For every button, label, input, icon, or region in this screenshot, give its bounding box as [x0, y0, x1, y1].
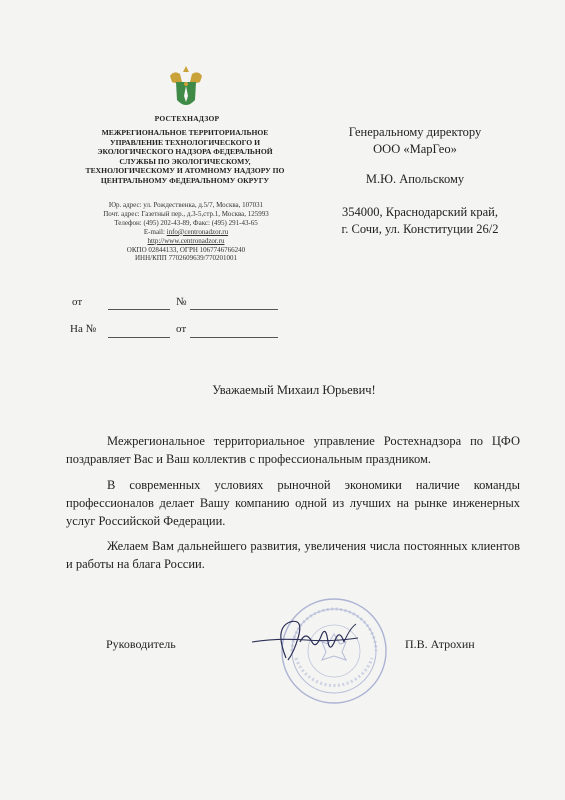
letter-body [66, 432, 520, 581]
org-full-name: МЕЖРЕГИОНАЛЬНОЕ ТЕРРИТОРИАЛЬНОЕ УПРАВЛЕНИЕ ТЕХНОЛОГИЧЕСКОГО И ЭКОЛОГИЧЕСКОГО НАДЗОРА ФЕДЕРАЛЬНОЙ СЛУЖБЫ ПО ЭКОЛОГИЧЕСКОМУ, ТЕХНОЛОГИЧЕСКОМУ И АТОМНОМУ НАДЗОРУ ПО ЦЕНТРАЛЬНОМУ ФЕДЕРАЛЬНОМУ ОКРУГУ [85, 128, 285, 185]
inn-kpp: ИНН/КПП 7702609639/770201001 [134, 254, 238, 263]
legal-address: Юр. адрес: ул. Рождественка, д.5/7, Москва, 107031 [108, 201, 264, 209]
reply-number-label: На № [70, 323, 97, 335]
reply-date-line [190, 337, 278, 338]
website-link[interactable]: http://www.centronadzor.ru [147, 236, 225, 245]
reply-from-label: от [176, 323, 187, 335]
reply-number-line [108, 337, 170, 338]
two-headed-eagle-emblem-icon [166, 62, 206, 116]
body-paragraph: Межрегиональное территориальное управление Ростехнадзора по ЦФО поздравляет Вас и Ваш коллектив с профессиональным праздником. [66, 434, 520, 466]
reg-number-line [190, 309, 278, 310]
body-paragraph: В современных условиях рыночной экономики наличие команды профессионалов делает Вашу компанию одной из лучших на рынке инженерных услуг Российской Федерации. [66, 477, 520, 528]
recipient-address: 354000, Краснодарский край, г. Сочи, ул. Конституции 26/2 [341, 205, 499, 236]
email-line: E-mail: info@centronadzor.ru [143, 227, 229, 236]
signature-name: П.В. Атрохин [405, 637, 475, 651]
signature-position: Руководитель [106, 637, 176, 651]
reg-from-label: от [72, 296, 83, 308]
org-contacts [70, 201, 302, 263]
recipient-position: Генеральному директору ООО «МарГео» [348, 125, 482, 156]
reg-number-label: № [176, 296, 187, 308]
recipient-name: М.Ю. Апольскому [365, 172, 465, 186]
salutation: Уважаемый Михаил Юрьевич! [212, 383, 376, 397]
body-paragraph: Желаем Вам дальнейшего развития, увеличения числа постоянных клиентов и работы на блага России. [66, 539, 520, 571]
email-link[interactable]: info@centronadzor.ru [166, 227, 229, 236]
handwritten-signature-icon [246, 608, 374, 672]
org-short-name: РОСТЕХНАДЗОР [154, 114, 220, 123]
reg-date-line [108, 309, 170, 310]
phone-fax: Телефон: (495) 202-43-89, Факс: (495) 291-43-65 [114, 218, 258, 227]
postal-address: Почт. адрес: Газетный пер., д.3-5,стр.1, Москва, 125993 [103, 209, 269, 218]
okpo-ogrn: ОКПО 02844133, ОГРН 1067746766240 [126, 245, 246, 254]
